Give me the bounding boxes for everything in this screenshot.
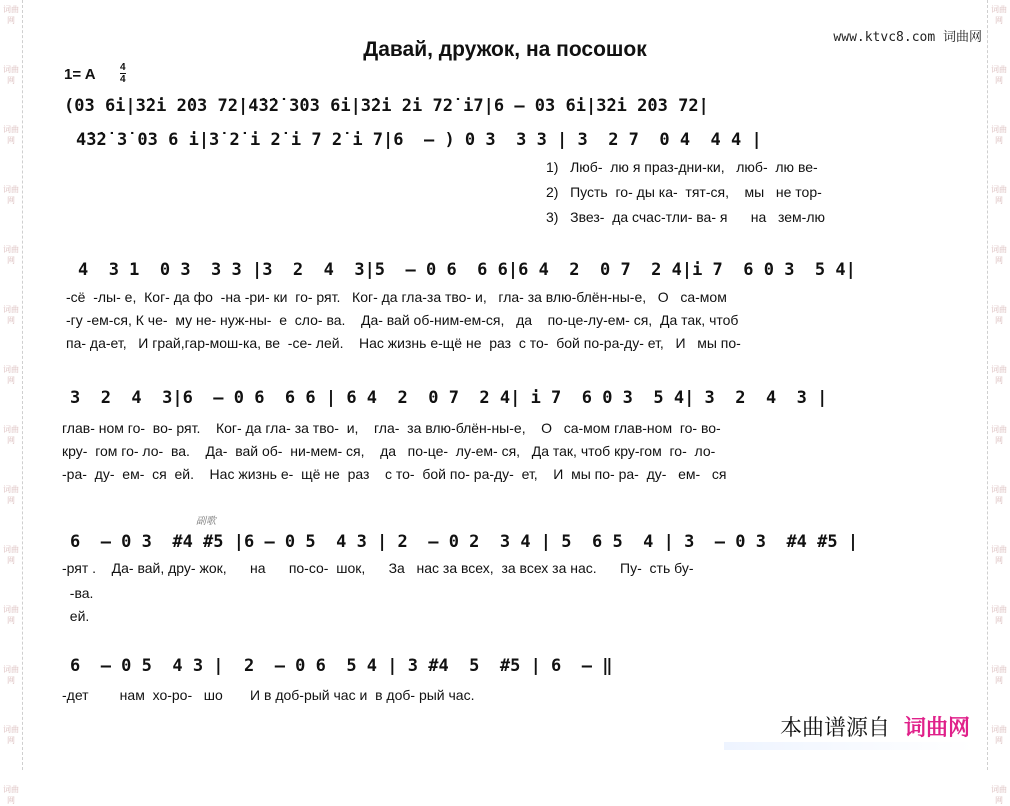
left-margin-watermark bbox=[0, 0, 23, 805]
margin-watermark-text: 词曲网 bbox=[991, 185, 1007, 205]
margin-watermark-text: 词曲网 bbox=[3, 5, 19, 25]
notation-row-3: 4 3 1 0 3 3 3 |3 2 4 3|5 – 0 6 6 6|6 4 2 0 7 2 4|i 7 6 0 3 5 4| bbox=[78, 260, 856, 280]
lyric-row-3-verse-3: па- да-ет, И грай,гар-мош-ка, ве -се- лей. Нас жизнь е-щё не раз с то- бой по-ра-ду- ет, И мы по- bbox=[66, 335, 741, 351]
lyric-row-4-verse-2: кру- гом го- ло- ва. Да- вай об- ни-мем- ся, да по-це- лу-ем- ся, Да так, чтоб кру-гом го- ло- bbox=[62, 443, 716, 459]
margin-watermark-text: 词曲网 bbox=[3, 485, 19, 505]
time-bottom: 4 bbox=[120, 74, 126, 85]
margin-watermark-text: 词曲网 bbox=[991, 305, 1007, 325]
notation-row-2: 4̇3̇2̇ 3̇ 03 6 i|3̇ 2̇ i 2̇ i 7 2̇ i 7|6 – ) 0 3 3 3 | 3 2 7 0 4 4 4 | bbox=[76, 130, 762, 150]
margin-watermark-text: 词曲网 bbox=[3, 605, 19, 625]
margin-watermark-text: 词曲网 bbox=[991, 545, 1007, 565]
margin-watermark-text: 词曲网 bbox=[3, 245, 19, 265]
notation-row-1: (03 6i|3̇2̇i 2̇03 72̇|4̇3̇2̇ 3̇03 6i|3̇2̇i 2̇i 72̇ i7|6 – 03 6i|3̇2̇i 2̇03 72̇| bbox=[64, 96, 709, 116]
lyric-row-4-verse-1: глав- ном го- во- рят. Ког- да гла- за тво- и, гла- за влю-блён-ны-е, О са-мом глав-ном го- во- bbox=[62, 420, 721, 436]
margin-watermark-text: 词曲网 bbox=[991, 665, 1007, 685]
margin-watermark-text: 词曲网 bbox=[3, 725, 19, 745]
margin-watermark-text: 词曲网 bbox=[991, 605, 1007, 625]
margin-watermark-text: 词曲网 bbox=[3, 365, 19, 385]
margin-watermark-text: 词曲网 bbox=[3, 125, 19, 145]
lyric-row-5-verse-1: -рят . Да- вай, дру- жок, на по-со- шок, За нас за всех, за всех за нас. Пу- сть бу- bbox=[62, 560, 694, 576]
lyric-row-5-verse-2: -ва. bbox=[62, 585, 94, 601]
margin-watermark-text: 词曲网 bbox=[991, 365, 1007, 385]
margin-watermark-text: 词曲网 bbox=[3, 185, 19, 205]
lyric-row-4-verse-3: -ра- ду- ем- ся ей. Нас жизнь е- щё не раз с то- бой по- ра-ду- ет, И мы по- ра- ду- ем- ся bbox=[62, 466, 727, 482]
margin-watermark-text: 词曲网 bbox=[3, 665, 19, 685]
lyric-row-6-verse-1: -дет нам хо-ро- шо И в доб-рый час и в доб- рый час. bbox=[62, 687, 475, 703]
footer-source-text: 本曲谱源自 bbox=[779, 715, 890, 740]
margin-watermark-text: 词曲网 bbox=[3, 65, 19, 85]
margin-watermark-text: 词曲网 bbox=[3, 545, 19, 565]
song-title: Давай, дружок, на посошок bbox=[363, 38, 647, 61]
lyric-row-5-verse-3: ей. bbox=[62, 608, 90, 624]
margin-watermark-text: 词曲网 bbox=[3, 425, 19, 445]
lyric-row-3-verse-1: -сё -лы- е, Ког- да фо -на -ри- ки го- рят. Ког- да гла-за тво- и, гла- за влю-блён-ны-е, О са-мом bbox=[66, 289, 727, 305]
lyric-row-2-verse-3: 3) Звез- да счас-тли- ва- я на зем-лю bbox=[546, 209, 825, 225]
footer-shade bbox=[724, 742, 974, 750]
margin-watermark-text: 词曲网 bbox=[991, 425, 1007, 445]
footer-brand-link[interactable]: 词曲网 bbox=[903, 715, 970, 740]
lyric-row-3-verse-2: -гу -ем-ся, К че- му не- нуж-ны- е сло- ва. Да- вай об-ним-ем-ся, да по-це-лу-ем- ся, Да так, чтоб bbox=[66, 312, 739, 328]
margin-watermark-text: 词曲网 bbox=[3, 785, 19, 805]
chorus-marker: 副歌 bbox=[196, 516, 216, 527]
right-margin-watermark bbox=[987, 0, 1010, 805]
margin-watermark-text: 词曲网 bbox=[991, 785, 1007, 805]
margin-watermark-text: 词曲网 bbox=[991, 65, 1007, 85]
notation-row-5: 6 – 0 3 #4 #5 |6 – 0 5 4 3 | 2 – 0 2 3 4 | 5 6 5 4 | 3 – 0 3 #4 #5 | bbox=[70, 532, 859, 552]
margin-watermark-text: 词曲网 bbox=[991, 125, 1007, 145]
lyric-row-2-verse-1: 1) Люб- лю я праз-дни-ки, люб- лю ве- bbox=[546, 159, 818, 175]
site-url[interactable]: www.ktvc8.com 词曲网 bbox=[833, 30, 982, 45]
notation-row-4: 3 2 4 3|6 – 0 6 6 6 | 6 4 2 0 7 2 4| i 7 6 0 3 5 4| 3 2 4 3 | bbox=[70, 388, 828, 408]
margin-watermark-text: 词曲网 bbox=[991, 725, 1007, 745]
notation-row-6: 6 – 0 5 4 3 | 2 – 0 6 5 4 | 3 #4 5 #5 | 6 – ‖ bbox=[70, 656, 613, 676]
margin-watermark-text: 词曲网 bbox=[3, 305, 19, 325]
time-top: 4 bbox=[120, 62, 126, 73]
margin-watermark-text: 词曲网 bbox=[991, 5, 1007, 25]
footer-source bbox=[780, 711, 970, 742]
key-signature: 1= A bbox=[64, 66, 96, 83]
time-signature bbox=[120, 63, 126, 84]
lyric-row-2-verse-2: 2) Пусть го- ды ка- тят-ся, мы не тор- bbox=[546, 184, 822, 200]
margin-watermark-text: 词曲网 bbox=[991, 245, 1007, 265]
margin-watermark-text: 词曲网 bbox=[991, 485, 1007, 505]
